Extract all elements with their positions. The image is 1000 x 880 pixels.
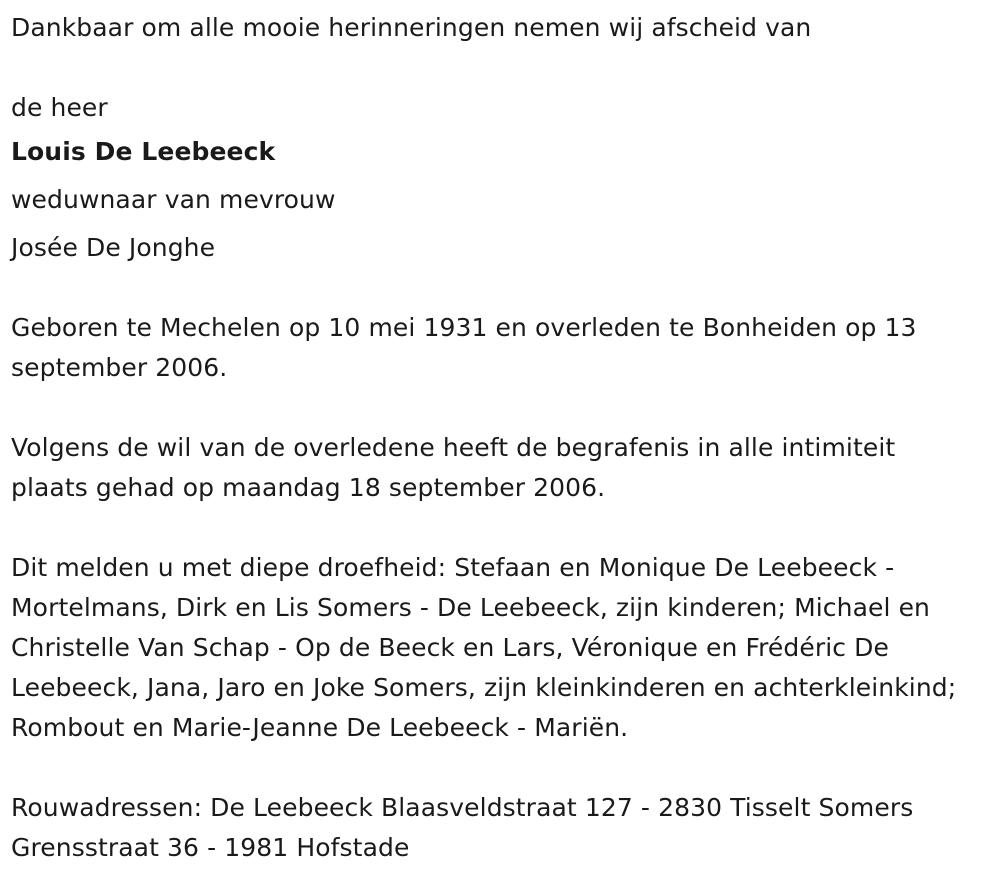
birth-paragraph xyxy=(11,308,996,388)
birth-line: Geboren te Mechelen op 10 mei 1931 en overleden te Bonheiden op 13 xyxy=(11,313,917,342)
family-paragraph xyxy=(11,548,996,748)
death-notice xyxy=(11,8,996,868)
family-line: Mortelmans, Dirk en Lis Somers - De Leebeeck, zijn kinderen; Michael en xyxy=(11,593,930,622)
widow-label: weduwnaar van mevrouw xyxy=(11,185,336,214)
family-line: Christelle Van Schap - Op de Beeck en Lars, Véronique en Frédéric De xyxy=(11,633,890,662)
family-line: Dit melden u met diepe droefheid: Stefaan en Monique De Leebeeck - xyxy=(11,553,895,582)
family-line: Leebeeck, Jana, Jaro en Joke Somers, zijn kleinkinderen en achterkleinkind; xyxy=(11,673,957,702)
funeral-paragraph xyxy=(11,428,996,508)
intro-text: Dankbaar om alle mooie herinneringen nemen wij afscheid van xyxy=(11,13,812,42)
address-line: Rouwadressen: De Leebeeck Blaasveldstraat 127 - 2830 Tisselt Somers xyxy=(11,793,914,822)
deceased-name: Louis De Leebeeck xyxy=(11,137,276,166)
family-line: Rombout en Marie-Jeanne De Leebeeck - Mariën. xyxy=(11,713,629,742)
address-line: Grensstraat 36 - 1981 Hofstade xyxy=(11,833,410,862)
address-paragraph xyxy=(11,788,996,868)
birth-line: september 2006. xyxy=(11,353,228,382)
funeral-line: Volgens de wil van de overledene heeft de begrafenis in alle intimiteit xyxy=(11,433,896,462)
salutation: de heer xyxy=(11,93,108,122)
spouse-name: Josée De Jonghe xyxy=(11,233,216,262)
funeral-line: plaats gehad op maandag 18 september 2006. xyxy=(11,473,606,502)
